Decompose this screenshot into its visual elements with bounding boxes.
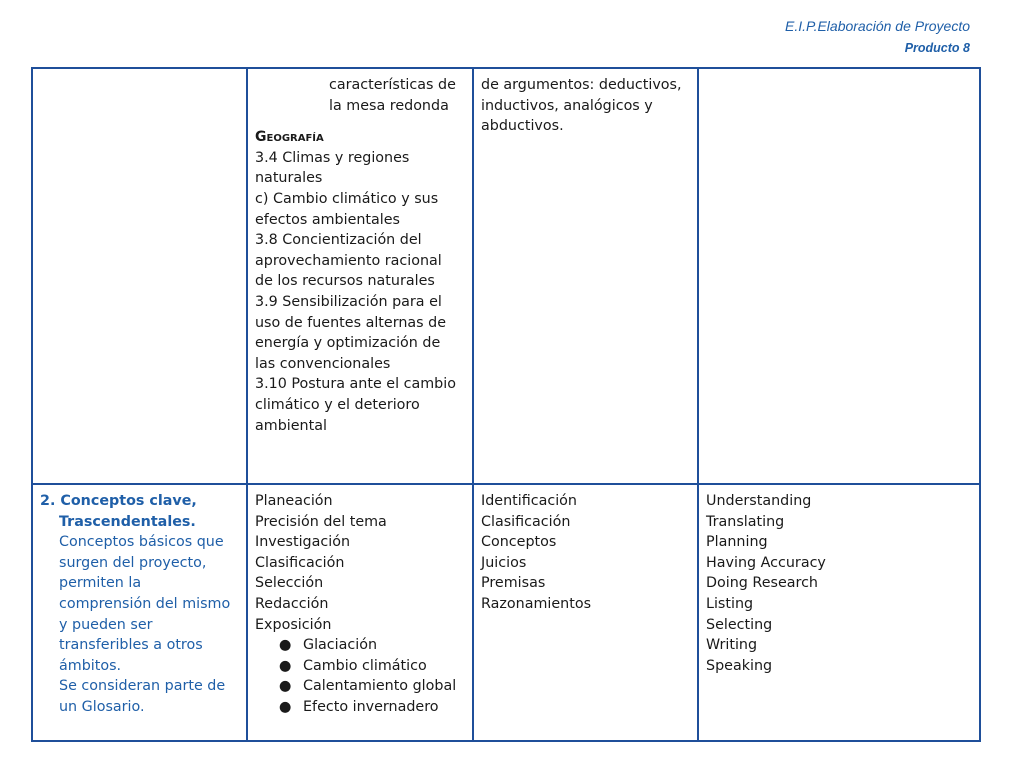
list-item-label: Cambio climático [303, 657, 427, 674]
text-line: características de [329, 77, 456, 93]
text-line: Doing Research [706, 575, 818, 592]
text-line: uso de fuentes alternas de [255, 314, 447, 331]
text-line: permiten la [59, 575, 142, 592]
bullet-icon: ● [279, 678, 292, 695]
list-item [279, 656, 466, 677]
text-line: de argumentos: deductivos, [481, 77, 682, 93]
text-line: comprensión del mismo [59, 595, 231, 612]
text-line: c) Cambio climático y sus [255, 190, 439, 207]
text-line: 3.8 Concientización del [255, 232, 422, 249]
text-line: transferibles a otros [59, 637, 203, 654]
table-cell-contents [247, 68, 473, 484]
table-cell-concepts [473, 484, 698, 741]
text-line: climático y el deterioro [255, 396, 420, 413]
text-line: Redacción [255, 595, 329, 612]
text-line: energía y optimización de [255, 335, 441, 352]
text-line: ámbitos. [59, 657, 122, 674]
text-line: Planeación [255, 493, 333, 509]
text-line: Selecting [706, 616, 773, 633]
text-line: Understanding [706, 493, 812, 509]
text-line: Identificación [481, 493, 577, 509]
text-line: ambiental [255, 417, 327, 434]
text-line: inductivos, analógicos y [481, 97, 653, 114]
list-item-label: Calentamiento global [303, 678, 457, 695]
list-item-label: Efecto invernadero [303, 698, 439, 715]
text-line: Exposición [255, 616, 332, 633]
table-row [32, 484, 980, 741]
text-line: la mesa redonda [329, 97, 449, 114]
table-cell-empty [698, 68, 980, 484]
text-line: Clasificación [255, 554, 345, 571]
table-cell-process [247, 484, 473, 741]
text-line: Having Accuracy [706, 554, 826, 571]
concept-title-line: 2. Conceptos clave, [40, 493, 197, 509]
table-row [32, 68, 980, 484]
table-cell-empty [32, 68, 247, 484]
text-line: Writing [706, 637, 758, 654]
list-item-label: Glaciación [303, 637, 378, 654]
concept-description [40, 532, 240, 717]
text-line: abductivos. [481, 118, 564, 135]
text-line: y pueden ser [59, 616, 153, 633]
list-item [279, 635, 466, 656]
text-line: naturales [255, 170, 323, 187]
table-cell-concept-title [32, 484, 247, 741]
text-line: un Glosario. [59, 698, 145, 715]
text-line: Speaking [706, 657, 773, 674]
text-line: surgen del proyecto, [59, 554, 207, 571]
bullet-icon: ● [279, 657, 292, 674]
text-line: Se consideran parte de [59, 678, 226, 695]
text-line: 3.4 Climas y regiones [255, 149, 410, 166]
text-line: Razonamientos [481, 595, 592, 612]
text-line: las convencionales [255, 355, 391, 372]
table-cell-arguments [473, 68, 698, 484]
list-item [279, 697, 466, 718]
text-line: Translating [706, 513, 785, 530]
text-line: Planning [706, 534, 768, 551]
concept-title-line: Trascendentales. [59, 513, 196, 530]
text-line: Conceptos [481, 534, 557, 551]
text-line: efectos ambientales [255, 211, 401, 228]
text-line: Investigación [255, 534, 351, 551]
text-line: Premisas [481, 575, 546, 592]
project-table [31, 67, 981, 742]
continued-text [255, 75, 466, 116]
geografia-topics [255, 148, 466, 436]
text-line: Conceptos básicos que [59, 534, 224, 551]
text-line: Precisión del tema [255, 513, 387, 530]
table-cell-skills [698, 484, 980, 741]
document-header-subtitle: Producto 8 [904, 41, 970, 55]
document-header-title: E.I.P.Elaboración de Proyecto [785, 18, 970, 34]
text-line: aprovechamiento racional [255, 252, 442, 269]
bullet-icon: ● [279, 637, 292, 654]
text-line: de los recursos naturales [255, 273, 435, 290]
text-line: Listing [706, 595, 754, 612]
text-line: Juicios [481, 554, 527, 571]
text-line: 3.9 Sensibilización para el [255, 293, 442, 310]
text-line: Clasificación [481, 513, 571, 530]
text-line: 3.10 Postura ante el cambio [255, 376, 456, 393]
list-item [279, 676, 466, 697]
section-heading-geografia: Geografía [255, 129, 324, 146]
bullet-icon: ● [279, 698, 292, 715]
text-line: Selección [255, 575, 324, 592]
bullet-list [255, 635, 466, 717]
